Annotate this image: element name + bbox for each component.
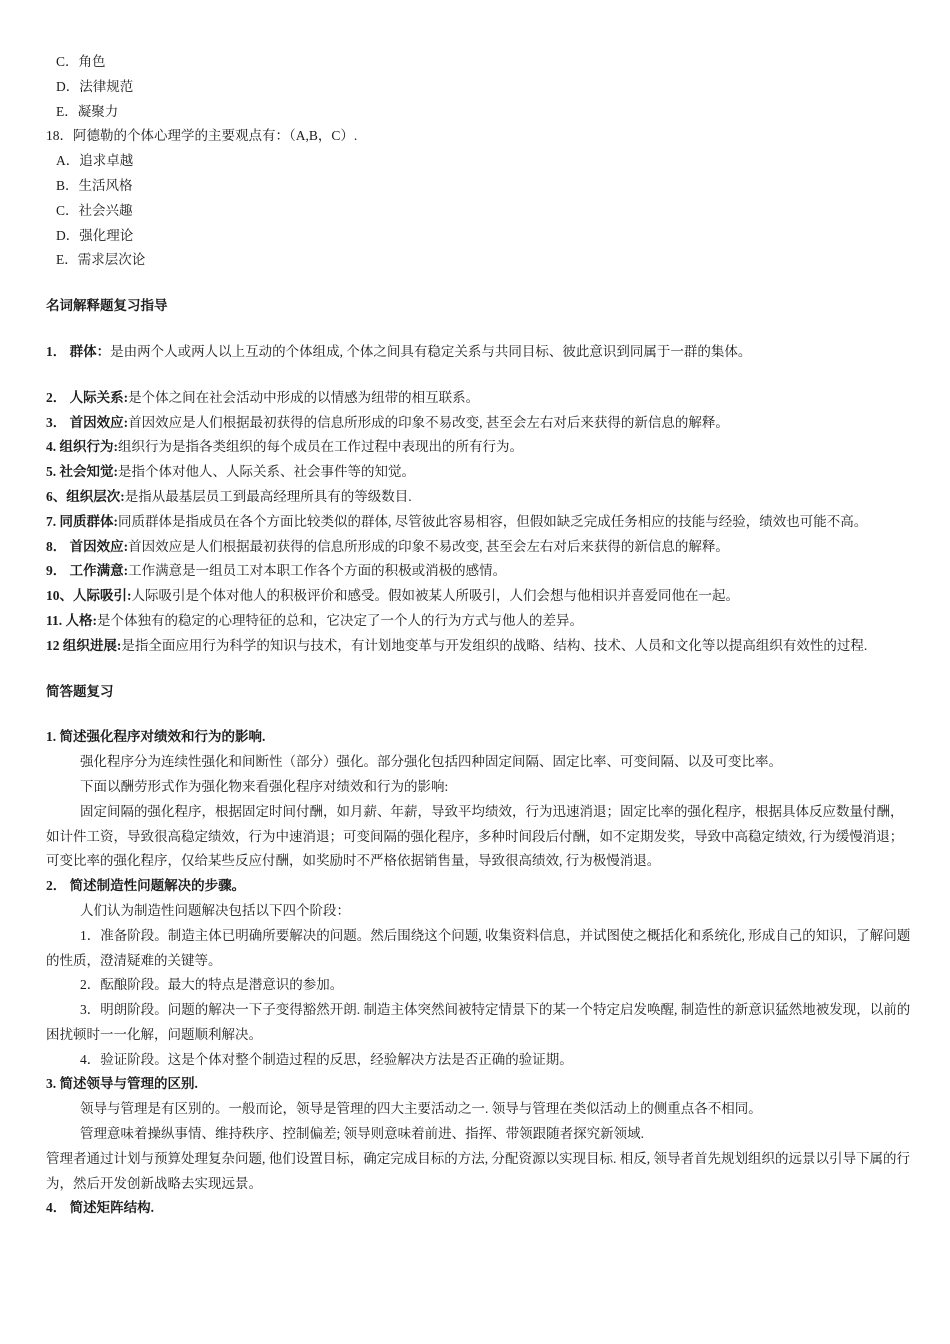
term-entry [46,435,916,460]
term-entry [46,535,916,560]
term-label: 8． 首因效应: [46,538,129,554]
paragraph: 管理者通过计划与预算处理复杂问题, 他们设置目标，确定完成目标的方法, 分配资源以实现目标. 相反, 领导者首先规划组织的远景以引导下属的行为，然后开发创新战略去实现远景。 [46,1150,910,1191]
term-definition: 首因效应是人们根据最初获得的信息所形成的印象不易改变, 甚至会左右对后来获得的新信息的解释。 [128,414,729,430]
section-heading-terms: 名词解释题复习指导 [46,298,168,314]
paragraph: 固定间隔的强化程序，根据固定时间付酬，如月薪、年薪，导致平均绩效，行为迅速消退；固定比率的强化程序，根据具体反应数量付酬，如计件工资，导致很高稳定绩效，行为中速消退；可变间隔的强化程序，多种时间段后付酬，如不定期发奖，导致中高稳定绩效, 行为缓慢消退；可变比率的强化程序，仅给某些反应付酬，如奖励时不严格依据销售量，导致很高绩效, 行为极慢消退。 [46,803,904,869]
question-title: 4． 简述矩阵结构. [46,1200,154,1216]
step-item: 3．明朗阶段。问题的解决一下子变得豁然开朗. 制造主体突然间被特定情景下的某一个特定启发唤醒, 制造性的新意识猛然地被发现，以前的困扰顿时一一化解，问题顺利解决。 [46,1002,911,1042]
question-title: 1. 简述强化程序对绩效和行为的影响. [46,729,266,745]
term-label: 6、组织层次: [46,488,125,504]
term-definition: 是个体独有的稳定的心理特征的总和，它决定了一个人的行为方式与他人的差异。 [97,612,584,628]
term-entry [46,485,916,510]
paragraph: 领导与管理是有区别的。一般而论，领导是管理的四大主要活动之一. 领导与管理在类似活动上的侧重点各不相同。 [80,1101,762,1117]
term-entry [46,340,916,365]
term-definition: 是指全面应用行为科学的知识与技术，有计划地变革与开发组织的战略、结构、技术、人员和文化等以提高组织有效性的过程. [121,637,868,653]
term-label: 2． 人际关系: [46,389,129,405]
question-title: 3. 简述领导与管理的区别. [46,1076,198,1092]
term-label: 9． 工作满意: [46,563,129,579]
step-item: 1．准备阶段。制造主体已明确所要解决的问题。然后围绕这个问题, 收集资料信息，并试图使之概括化和系统化, 形成自己的知识，了解问题的性质，澄清疑难的关键等。 [46,927,911,968]
step-item: 2．酝酿阶段。最大的特点是潜意识的参加。 [80,977,344,993]
term-entry [46,609,916,634]
option-a: A．追求卓越 [56,153,134,169]
term-definition: 组织行为是指各类组织的每个成员在工作过程中表现出的所有行为。 [118,439,523,455]
term-entry [46,584,916,609]
term-definition: 是由两个人或两人以上互动的个体组成, 个体之间具有稳定关系与共同目标、彼此意识到同属于一群的集体。 [110,343,752,359]
term-label: 3． 首因效应: [46,414,129,430]
term-definition: 是个体之间在社会活动中形成的以情感为纽带的相互联系。 [128,389,480,405]
question-18: 18．阿德勒的个体心理学的主要观点有：（A,B，C）. [46,128,358,144]
term-entry [46,559,916,584]
document-page [46,50,916,1221]
option-e: E．需求层次论 [56,252,146,268]
term-label: 5. 社会知觉: [46,464,118,480]
term-definition: 是指个体对他人、人际关系、社会事件等的知觉。 [118,464,415,480]
term-definition: 同质群体是指成员在各个方面比较类似的群体, 尽管彼此容易相容，但假如缺乏完成任务相应的技能与经验，绩效也可能不高。 [118,513,868,529]
term-entry [46,510,916,535]
option-c: C．社会兴趣 [56,202,133,218]
term-definition: 首因效应是人们根据最初获得的信息所形成的印象不易改变, 甚至会左右对后来获得的新信息的解释。 [128,538,729,554]
paragraph: 下面以酬劳形式作为强化物来看强化程序对绩效和行为的影响: [80,778,449,794]
option-d: D．强化理论 [56,227,134,243]
paragraph: 人们认为制造性问题解决包括以下四个阶段： [80,902,350,918]
term-label: 11. 人格: [46,612,98,628]
paragraph: 管理意味着操纵事情、维持秩序、控制偏差; 领导则意味着前进、指挥、带领跟随者探究新领域. [80,1126,644,1142]
option-d: D．法律规范 [56,78,134,94]
term-definition: 工作满意是一组员工对本职工作各个方面的积极或消极的感情。 [128,563,507,579]
term-entry [46,460,916,485]
question-title: 2． 简述制造性问题解决的步骤。 [46,878,246,894]
term-label: 1． 群体： [46,343,111,359]
term-label: 7. 同质群体: [46,513,118,529]
option-b: B．生活风格 [56,177,133,193]
term-entry [46,411,916,436]
term-label: 4. 组织行为: [46,439,118,455]
option-c: C．角色 [56,54,106,69]
step-item: 4．验证阶段。这是个体对整个制造过程的反思，经验解决方法是否正确的验证期。 [80,1051,573,1067]
term-definition: 是指从最基层员工到最高经理所具有的等级数目. [124,488,412,504]
paragraph: 强化程序分为连续性强化和间断性（部分）强化。部分强化包括四种固定间隔、固定比率、可变间隔、以及可变比率。 [80,754,782,770]
term-label: 12 组织进展: [46,637,122,653]
term-label: 10、人际吸引: [46,588,132,604]
section-heading-short-answer: 简答题复习 [46,683,114,699]
option-e: E．凝聚力 [56,103,119,119]
term-entry [46,634,916,659]
term-entry [46,386,916,411]
term-definition: 人际吸引是个体对他人的积极评价和感受。假如被某人所吸引，人们会想与他相识并喜爱同他在一起。 [131,588,739,604]
